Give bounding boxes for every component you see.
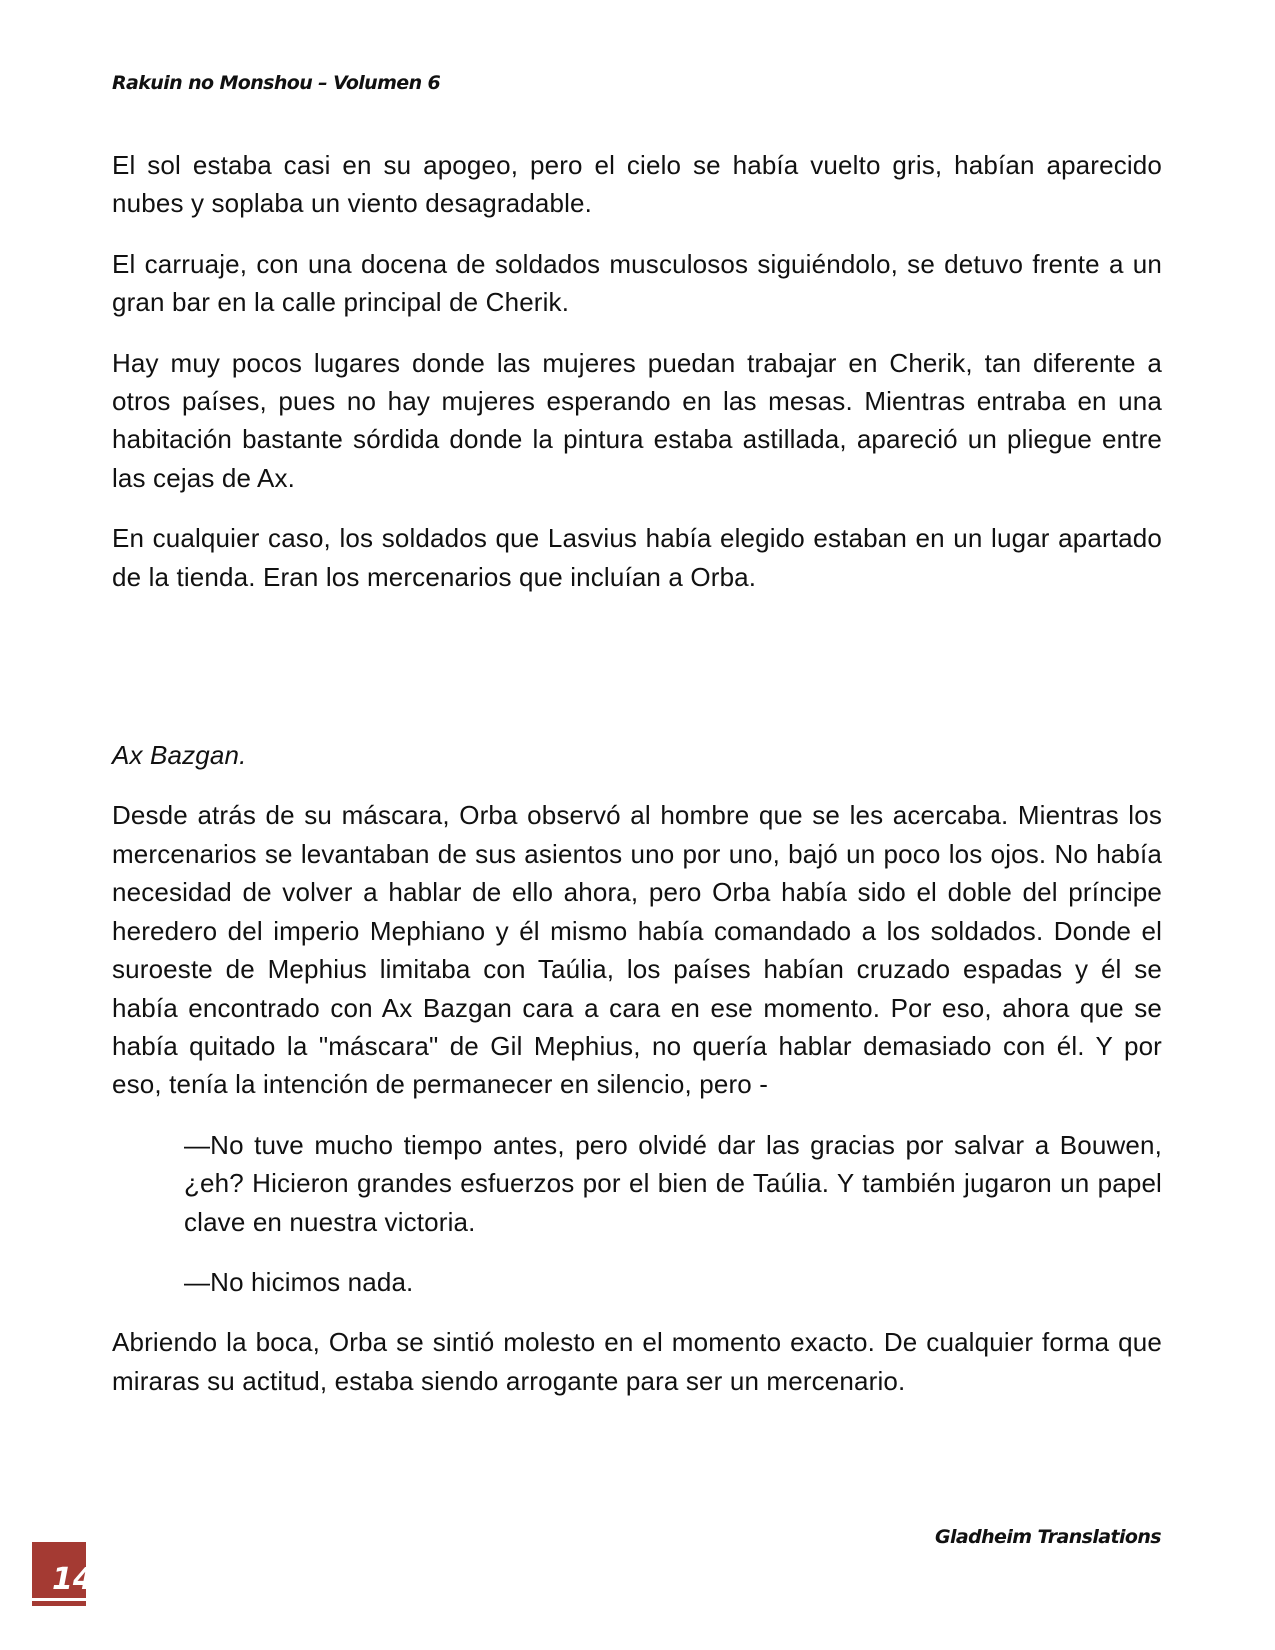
section-break xyxy=(112,618,1162,736)
page-number-underline xyxy=(32,1598,86,1601)
paragraph: Hay muy pocos lugares donde las mujeres puedan trabajar en Cherik, tan diferente a otros países, pues no hay mujeres esperando en las mesas. Mientras entraba en una habitación bastante sórdida donde la pintura estaba astillada, apareció un pliegue entre las cejas de Ax. xyxy=(112,347,1162,493)
paragraph: El sol estaba casi en su apogeo, pero el cielo se había vuelto gris, habían aparecido nubes y soplaba un viento desagradable. xyxy=(112,150,1162,219)
footer-credit: Gladheim Translations xyxy=(935,1526,1161,1548)
page-number-badge xyxy=(32,1542,94,1606)
dialogue-paragraph: —No tuve mucho tiempo antes, pero olvidé dar las gracias por salvar a Bouwen, ¿eh? Hicieron grandes esfuerzos por el bien de Taúlia. Y también jugaron un papel clave en nuestra victoria. xyxy=(184,1129,1162,1237)
dialogue-paragraph: —No hicimos nada. xyxy=(184,1266,414,1297)
running-header: Rakuin no Monshou – Volumen 6 xyxy=(112,72,441,94)
paragraph: Abriendo la boca, Orba se sintió molesto en el momento exacto. De cualquier forma que miraras su actitud, estaba siendo arrogante para ser un mercenario. xyxy=(112,1327,1162,1396)
paragraph: Desde atrás de su máscara, Orba observó al hombre que se les acercaba. Mientras los mercenarios se levantaban de sus asientos uno por uno, bajó un poco los ojos. No había necesidad de volver a hablar de ello ahora, pero Orba había sido el doble del príncipe heredero del imperio Mephiano y él mismo había comandado a los soldados. Donde el suroeste de Mephius limitaba con Taúlia, los países habían cruzado espadas y él se había encontrado con Ax Bazgan cara a cara en ese momento. Por eso, ahora que se había quitado la "máscara" de Gil Mephius, no quería hablar demasiado con él. Y por eso, tenía la intención de permanecer en silencio, pero - xyxy=(112,800,1162,1100)
paragraph: El carruaje, con una docena de soldados musculosos siguiéndolo, se detuvo frente a un gran bar en la calle principal de Cherik. xyxy=(112,248,1162,318)
page-number: 14 xyxy=(52,1562,94,1597)
paragraph: En cualquier caso, los soldados que Lasvius había elegido estaban en un lugar apartado de la tienda. Eran los mercenarios que incluían a Orba. xyxy=(112,523,1162,592)
italic-line: Ax Bazgan. xyxy=(112,740,247,771)
page-body xyxy=(112,146,1162,1422)
